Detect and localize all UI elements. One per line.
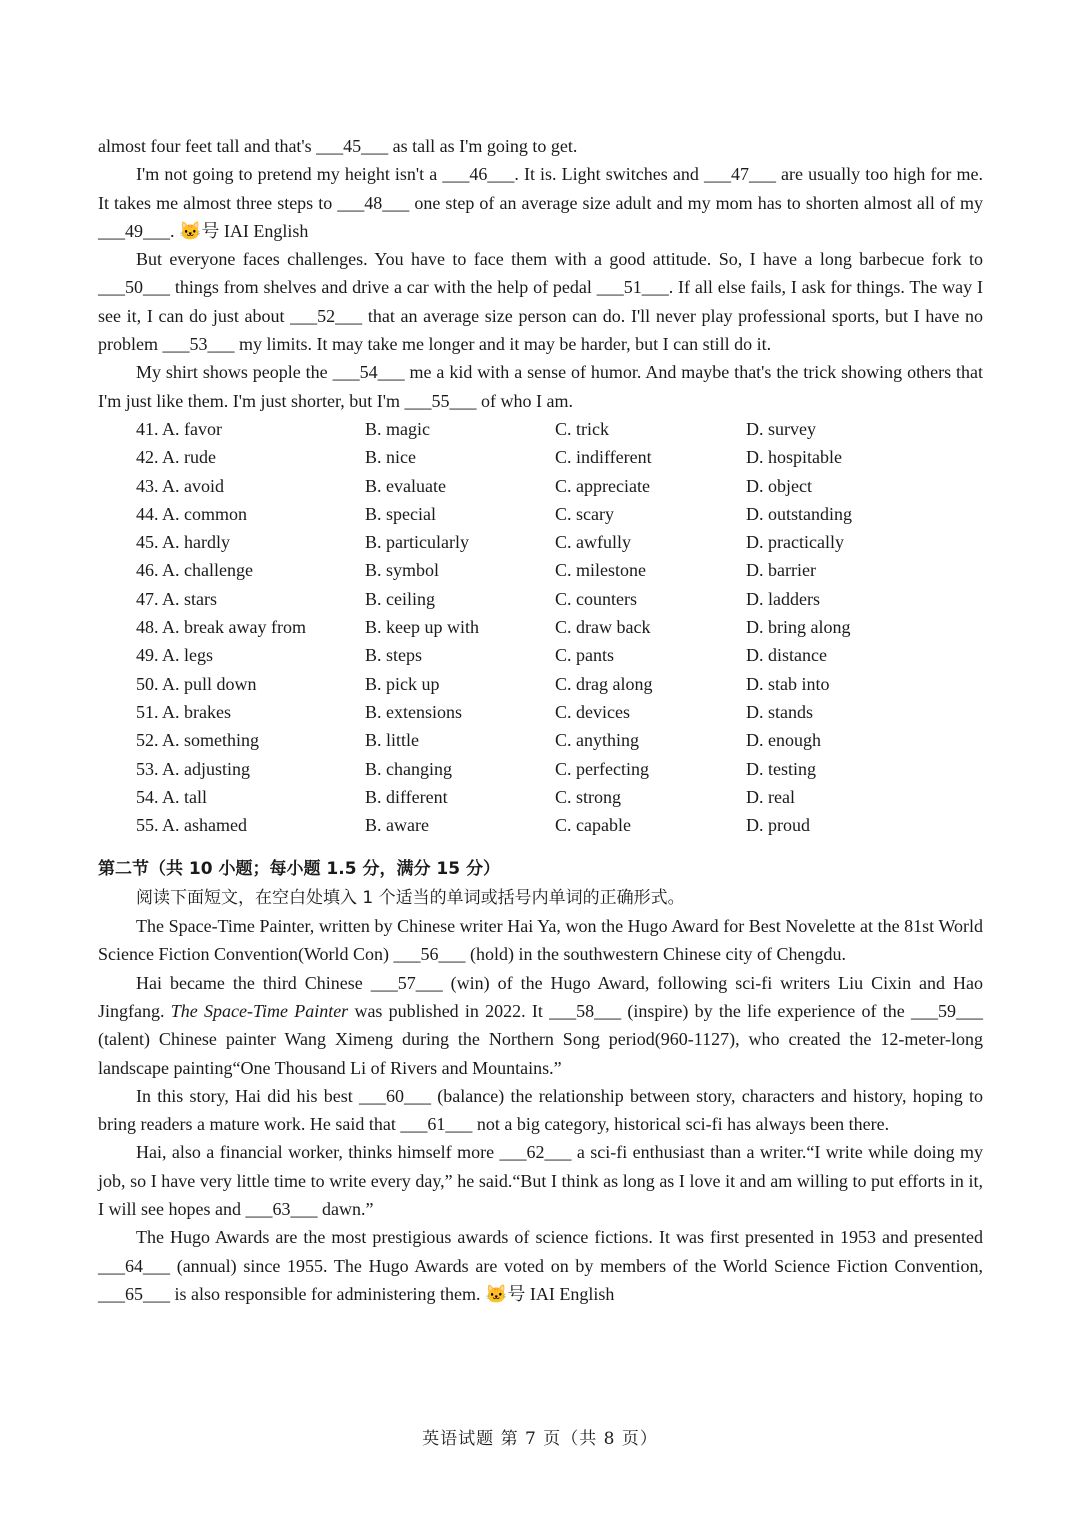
section-instruction: 阅读下面短文，在空白处填入 1 个适当的单词或括号内单词的正确形式。 <box>136 887 685 908</box>
option-c: C. milestone <box>555 560 646 581</box>
option-row <box>98 670 983 698</box>
option-row <box>98 726 983 754</box>
option-a: 52. A. something <box>136 730 260 751</box>
option-a: 45. A. hardly <box>136 532 230 553</box>
passage-paragraph: In this story, Hai did his best ___60___ (balance) the relationship between story, characters and history, hoping to bring readers a mature work. He said that ___61___ not a big category, historical sci-fi has always been there. <box>98 1085 983 1135</box>
option-b: B. keep up with <box>365 617 479 638</box>
passage-paragraph: But everyone faces challenges. You have to face them with a good attitude. So, I have a long barbecue fork to ___50___ things from shelves and drive a car with the help of pedal ___51___. If all else fails, I ask for things. The way I see it, I can do just about ___52___ that an average size person can do. I'll never play professional sports, but I have no problem ___53___ my limits. It may take me longer and it may be harder, but I can still do it. <box>98 249 983 355</box>
option-d: D. object <box>746 475 812 496</box>
paragraph-text: I'm not going to pretend my height isn't a ___46___. It is. Light switches and ___47___ are usually too high for me. It takes me almost three steps to ___48___ one step of an average size adult and my mom has to shorten almost all of my ___49___. <box>98 164 983 241</box>
option-b: B. extensions <box>365 701 462 722</box>
passage-paragraph: My shirt shows people the ___54___ me a kid with a sense of humor. And maybe that's the trick showing others that I'm just like them. I'm just shorter, but I'm ___55___ of who I am. <box>98 362 983 411</box>
option-row <box>98 755 983 783</box>
option-d: D. bring along <box>746 617 851 638</box>
option-d: D. outstanding <box>746 503 852 524</box>
option-d: D. barrier <box>746 560 816 581</box>
option-d: D. survey <box>746 418 816 439</box>
passage-paragraph <box>98 160 983 245</box>
option-b: B. changing <box>365 758 452 779</box>
option-c: C. strong <box>555 786 622 807</box>
option-c: C. scary <box>555 503 614 524</box>
option-row <box>98 585 983 613</box>
option-d: D. distance <box>746 645 827 666</box>
option-row <box>98 698 983 726</box>
option-b: B. different <box>365 786 448 807</box>
option-c: C. appreciate <box>555 475 650 496</box>
option-d: D. hospitable <box>746 447 842 468</box>
section-heading: 第二节（共 10 小题；每小题 1.5 分，满分 15 分） <box>98 859 500 880</box>
answer-options-table <box>98 415 983 839</box>
option-c: C. indifferent <box>555 447 652 468</box>
paragraph-text: Hai became the third Chinese ___57___ (win) of the Hugo Award, following sci-fi writers Liu Cixin and Hao Jingfang. <box>98 972 983 1021</box>
passage-paragraph: Hai, also a financial worker, thinks himself more ___62___ a sci-fi enthusiast than a writer.“I write while doing my job, so I have very little time to write every day,” he said.“But I think as long as I love it and am willing to put efforts in it, I will see hopes and ___63___ dawn.” <box>98 1142 983 1219</box>
option-c: C. perfecting <box>555 758 649 779</box>
option-a: 49. A. legs <box>136 645 214 666</box>
option-row <box>98 783 983 811</box>
option-row <box>98 500 983 528</box>
option-row <box>98 472 983 500</box>
option-d: D. stab into <box>746 673 830 694</box>
option-a: 41. A. favor <box>136 418 222 439</box>
option-d: D. stands <box>746 701 813 722</box>
option-b: B. evaluate <box>365 475 446 496</box>
option-b: B. pick up <box>365 673 440 694</box>
option-d: D. real <box>746 786 795 807</box>
watermark-text: 🐱号 IAI English <box>179 220 309 241</box>
option-row <box>98 641 983 669</box>
option-row <box>98 556 983 584</box>
option-a: 54. A. tall <box>136 786 207 807</box>
watermark-text: 🐱号 IAI English <box>484 1283 615 1304</box>
option-c: C. awfully <box>555 532 631 553</box>
option-c: C. capable <box>555 815 631 836</box>
paragraph-text: was published in 2022. It ___58___ (inspire) by the life experience of the ___59___ (talent) Chinese painter Wang Ximeng during the Northern Song period(960-1127), who created the 12-meter-long landscape painting“One Thousand Li of Rivers and Mountains.” <box>98 1000 983 1078</box>
passage-paragraph <box>98 1223 983 1308</box>
option-a: 47. A. stars <box>136 588 217 609</box>
option-a: 51. A. brakes <box>136 701 231 722</box>
option-a: 53. A. adjusting <box>136 758 251 779</box>
option-a: 43. A. avoid <box>136 475 224 496</box>
option-c: C. devices <box>555 701 630 722</box>
option-row <box>98 613 983 641</box>
option-b: B. particularly <box>365 532 469 553</box>
passage-line: almost four feet tall and that's ___45___ as tall as I'm going to get. <box>98 136 578 156</box>
option-c: C. anything <box>555 730 639 751</box>
option-b: B. special <box>365 503 436 524</box>
option-a: 42. A. rude <box>136 447 216 468</box>
option-c: C. pants <box>555 645 615 666</box>
option-c: C. draw back <box>555 617 651 638</box>
option-row <box>98 528 983 556</box>
paragraph-text: The Hugo Awards are the most prestigious awards of science fictions. It was first presented in 1953 and presented ___64___ (annual) since 1955. The Hugo Awards are voted on by members of the World Science Fiction Convention, ___65___ is also responsible for administering them. <box>98 1227 983 1304</box>
option-d: D. enough <box>746 730 821 751</box>
option-b: B. magic <box>365 418 430 439</box>
option-a: 48. A. break away from <box>136 617 306 638</box>
option-d: D. testing <box>746 758 816 779</box>
book-title: The Space-Time Painter <box>170 1000 349 1021</box>
page-footer: 英语试题 第 7 页（共 8 页） <box>422 1429 658 1449</box>
option-row <box>98 811 983 839</box>
option-row <box>98 443 983 471</box>
passage-paragraph: The Space-Time Painter, written by Chinese writer Hai Ya, won the Hugo Award for Best Novelette at the 81st World Science Fiction Convention(World Con) ___56___ (hold) in the southwestern Chinese city of Chengdu. <box>98 916 983 965</box>
option-row <box>98 415 983 443</box>
option-a: 55. A. ashamed <box>136 815 247 836</box>
option-a: 50. A. pull down <box>136 673 257 694</box>
option-d: D. practically <box>746 532 844 553</box>
option-a: 44. A. common <box>136 503 247 524</box>
option-b: B. nice <box>365 447 416 468</box>
option-b: B. ceiling <box>365 588 435 609</box>
option-b: B. symbol <box>365 560 440 581</box>
option-b: B. aware <box>365 815 429 836</box>
option-d: D. proud <box>746 815 810 836</box>
option-a: 46. A. challenge <box>136 560 253 581</box>
option-b: B. steps <box>365 645 423 666</box>
option-b: B. little <box>365 730 419 751</box>
page-content <box>98 132 983 1308</box>
option-c: C. counters <box>555 588 637 609</box>
option-c: C. drag along <box>555 673 653 694</box>
option-c: C. trick <box>555 418 609 439</box>
passage-paragraph <box>98 969 983 1082</box>
option-d: D. ladders <box>746 588 820 609</box>
